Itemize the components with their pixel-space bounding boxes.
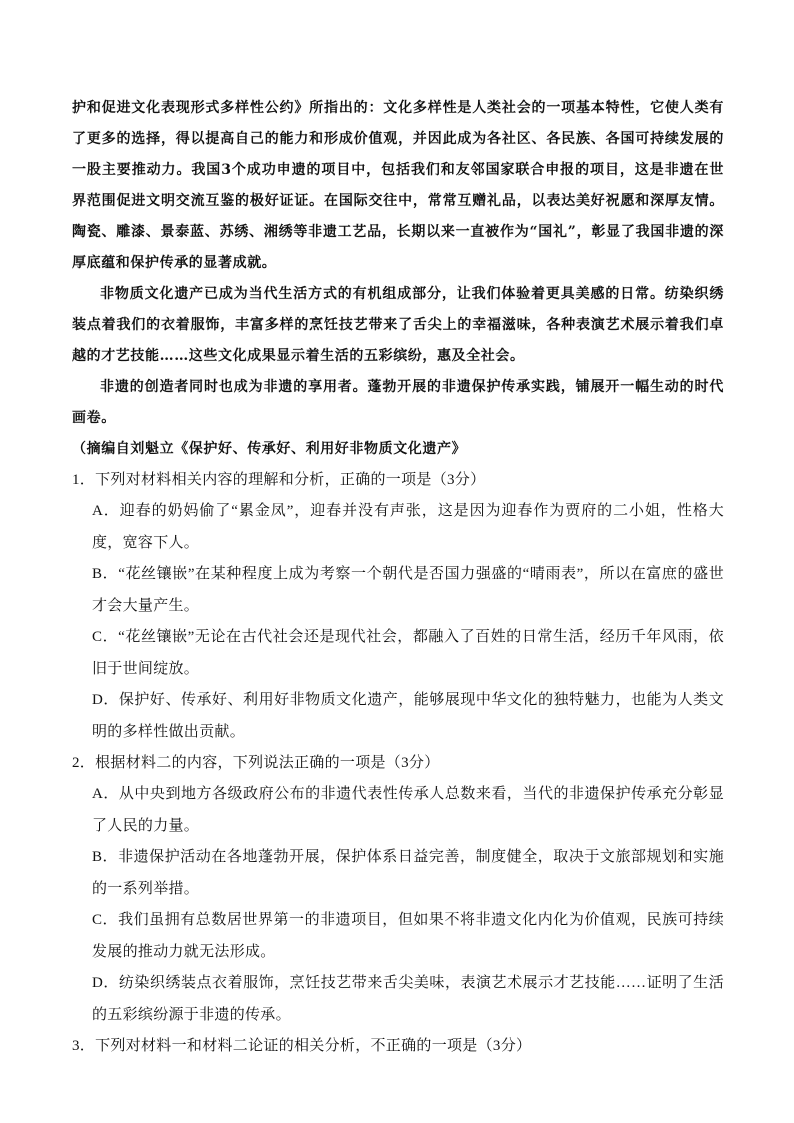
option-c: C．我们虽拥有总数居世界第一的非遗项目，但如果不将非遗文化内化为价值观，民族可持续发展的推动力就无法形成。: [92, 912, 724, 960]
question-1: [72, 465, 724, 748]
option-b: B．“花丝镶嵌”在某种程度上成为考察一个朝代是否国力强盛的“晴雨表”，所以在富庶的盛世才会大量产生。: [92, 566, 724, 614]
passage-source: （摘编自刘魁立《保护好、传承好、利用好非物质文化遗产》: [72, 441, 467, 457]
passage-paragraph: 护和促进文化表现形式多样性公约》所指出的：文化多样性是人类社会的一项基本特性，它使人类有了更多的选择，得以提高自己的能力和形成价值观，并因此成为各社区、各民族、各国可持续发展的一股主要推动力。我国3个成功申遗的项目中，包括我们和友邻国家联合申报的项目，这是非遗在世界范围促进文明交流互鉴的极好证证。在国际交往中，常常互赠礼品，以表达美好祝愿和深厚友情。陶瓷、雕漆、景泰蓝、苏绣、湘绣等非遗工艺品，长期以来一直被作为“国礼”，彰显了我国非遗的深厚底蕴和保护传承的显著成就。: [72, 100, 724, 271]
reading-passage: [72, 93, 724, 465]
option-d: D．保护好、传承好、利用好非物质文化遗产，能够展现中华文化的独特魅力，也能为人类文明的多样性做出贡献。: [92, 692, 724, 740]
option-d: D．纺染织绣装点衣着服饰，烹饪技艺带来舌尖美味，表演艺术展示才艺技能……证明了生活的五彩缤纷源于非遗的传承。: [92, 975, 724, 1023]
question-2: [72, 748, 724, 1031]
question-3: [72, 1031, 724, 1062]
option-c: C．“花丝镶嵌”无论在古代社会还是现代社会，都融入了百姓的日常生活，经历千年风雨，依旧于世间绽放。: [92, 629, 724, 677]
question-stem: 1．下列对材料相关内容的理解和分析，正确的一项是（3分）: [72, 472, 486, 488]
passage-paragraph: 非物质文化遗产已成为当代生活方式的有机组成部分，让我们体验着更具美感的日常。纺染织绣装点着我们的衣着服饰，丰富多样的烹饪技艺带来了舌尖上的幸福滋味，各种表演艺术展示着我们卓越的才艺技能……这些文化成果显示着生活的五彩缤纷，惠及全社会。: [72, 286, 724, 364]
option-a: A．迎春的奶妈偷了“累金凤”，迎春并没有声张，这是因为迎春作为贾府的二小姐，性格大度，宽容下人。: [92, 503, 724, 551]
option-a: A．从中央到地方各级政府公布的非遗代表性传承人总数来看，当代的非遗保护传承充分彰显了人民的力量。: [92, 786, 724, 834]
passage-paragraph: 非遗的创造者同时也成为非遗的享用者。蓬勃开展的非遗保护传承实践，铺展开一幅生动的时代画卷。: [72, 379, 724, 426]
question-stem: 2．根据材料二的内容，下列说法正确的一项是（3分）: [72, 755, 440, 771]
question-stem: 3．下列对材料一和材料二论证的相关分析，不正确的一项是（3分）: [72, 1038, 532, 1054]
option-b: B．非遗保护活动在各地蓬勃开展，保护体系日益完善，制度健全，取决于文旅部规划和实施的一系列举措。: [92, 849, 724, 897]
